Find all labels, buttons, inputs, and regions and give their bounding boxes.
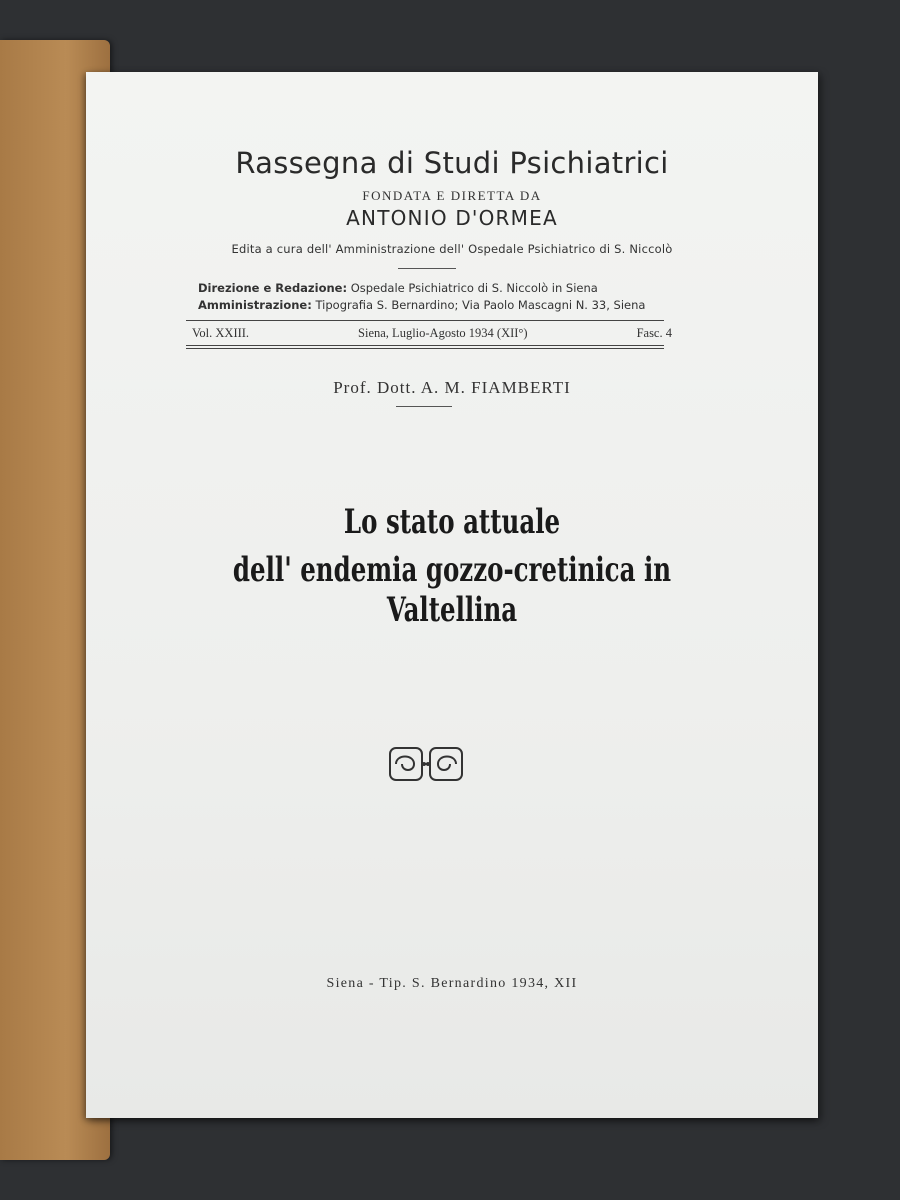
imprint: Siena - Tip. S. Bernardino 1934, XII — [326, 976, 578, 991]
rule-bottom-2 — [186, 348, 664, 349]
rule-bottom-1 — [186, 345, 664, 346]
admin-value: Tipografia S. Bernardino; Via Paolo Mascagni N. 33, Siena — [315, 298, 646, 312]
document-page — [86, 72, 818, 1118]
admin-label: Amministrazione: — [198, 298, 312, 312]
volume: Vol. XXIII. — [192, 326, 250, 340]
fascicle: Fasc. 4 — [636, 326, 672, 340]
admin-line — [198, 297, 668, 314]
place-date: Siena, Luglio-Agosto 1934 (XII°) — [358, 326, 528, 340]
direction-value: Ospedale Psichiatrico di S. Niccolò in Siena — [350, 281, 598, 295]
issue-row — [192, 326, 672, 341]
administration-block — [198, 280, 668, 314]
journal-title: Rassegna di Studi Psichiatrici — [235, 146, 669, 180]
founded-line: FONDATA E DIRETTA DA — [362, 188, 542, 203]
editor-name: ANTONIO D'ORMEA — [346, 206, 558, 230]
direction-line — [198, 280, 668, 297]
rule-top — [186, 320, 664, 321]
edited-by-line: Edita a cura dell' Amministrazione dell' Ospedale Psichiatrico di S. Niccolò — [231, 242, 673, 256]
author: Prof. Dott. A. M. FIAMBERTI — [333, 378, 571, 397]
divider — [396, 406, 452, 407]
ornament-icon — [388, 744, 464, 784]
article-title-line2: dell' endemia gozzo-cretinica in Valtellina — [232, 550, 672, 630]
divider — [398, 268, 456, 269]
article-title-line1: Lo stato attuale — [343, 502, 561, 542]
direction-label: Direzione e Redazione: — [198, 281, 348, 295]
